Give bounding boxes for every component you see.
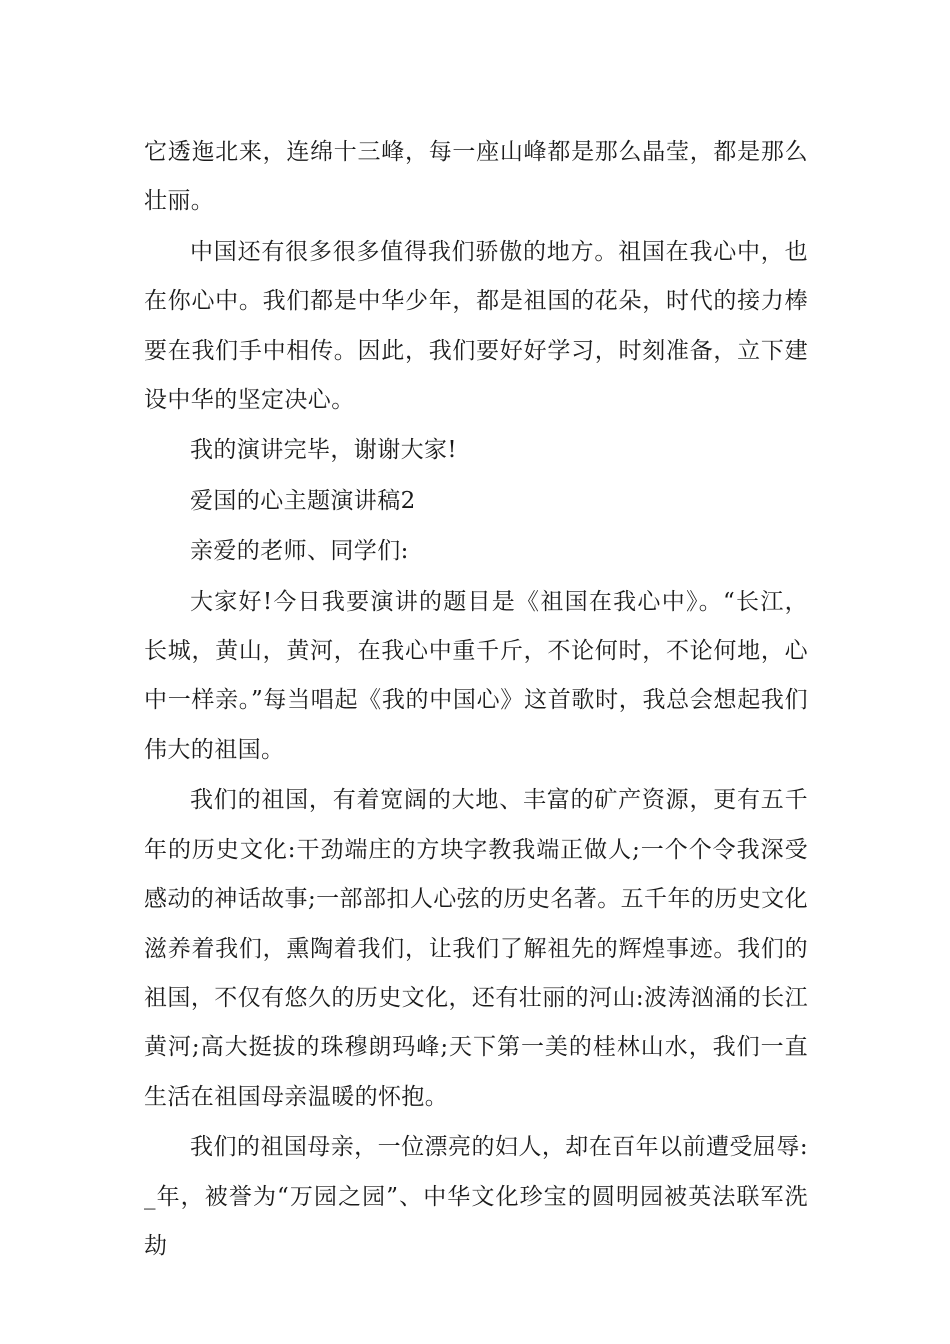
paragraph-8: 我们的祖国母亲，一位漂亮的妇人，却在百年以前遭受屈辱:_年，被誉为“万园之园”、中华文化珍宝的圆明园被英法联军洗劫 (144, 1134, 808, 1259)
paragraph-6: 大家好!今日我要演讲的题目是《祖国在我心中》。“长江，长城，黄山，黄河，在我心中重千斤，不论何时，不论何地，心中一样亲。”每当唱起《我的中国心》这首歌时，我总会想起我们伟大的祖国。 (144, 588, 808, 763)
paragraph-1: 它透迤北来，连绵十三峰，每一座山峰都是那么晶莹，都是那么壮丽。 (144, 139, 808, 215)
salutation: 亲爱的老师、同学们: (190, 538, 409, 565)
paragraph-7: 我们的祖国，有着宽阔的大地、丰富的矿产资源，更有五千年的历史文化:干劲端庄的方块字教我端正做人;一个个令我深受感动的神话故事;一部部扣人心弦的历史名著。五千年的历史文化滋养着我们，熏陶着我们，让我们了解祖先的辉煌事迹。我们的祖国，不仅有悠久的历史文化，还有壮丽的河山:波涛汹涌的长江黄河;高大挺拔的珠穆朗玛峰;天下第一美的桂林山水，我们一直生活在祖国母亲温暖的怀抱。 (144, 787, 808, 1110)
document-body (144, 128, 808, 1272)
paragraph-3: 我的演讲完毕，谢谢大家! (190, 437, 458, 464)
paragraph-2: 中国还有很多很多值得我们骄傲的地方。祖国在我心中，也在你心中。我们都是中华少年，都是祖国的花朵，时代的接力棒要在我们手中相传。因此，我们要好好学习，时刻准备，立下建设中华的坚定决心。 (144, 238, 808, 414)
speech-title: 爱国的心主题演讲稿2 (190, 487, 416, 514)
